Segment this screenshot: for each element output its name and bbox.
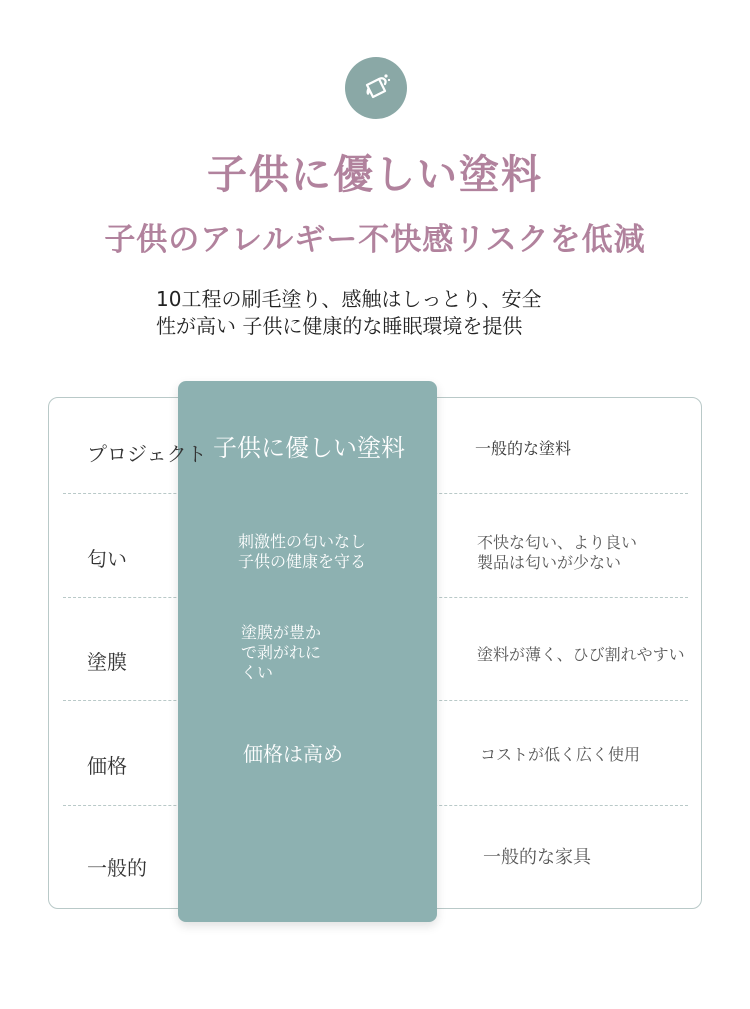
- row-label-project: プロジェクト: [87, 442, 207, 466]
- child-paint-price: 価格は高め: [243, 742, 343, 766]
- row-label-smell: 匂い: [87, 547, 127, 571]
- description-line-1: 10工程の刷毛塗り、感触はしっとり、安全: [156, 287, 542, 311]
- general-paint-general: 一般的な家具: [483, 847, 591, 868]
- description-line-2: 性が高い 子供に健康的な睡眠環境を提供: [156, 314, 523, 338]
- child-paint-coating-line: で剥がれに: [241, 643, 322, 662]
- description: [156, 286, 616, 340]
- general-paint-smell-line: 不快な匂い、より良い: [477, 533, 638, 552]
- column-header-general-paint: 一般的な塗料: [475, 439, 572, 458]
- paint-bucket-icon: [358, 70, 394, 106]
- general-paint-coating: 塗料が薄く、ひび割れやすい: [477, 645, 685, 664]
- general-paint-smell: [477, 533, 637, 573]
- row-label-general: 一般的: [87, 856, 147, 880]
- child-paint-coating-line: 塗膜が豊か: [241, 623, 322, 642]
- child-paint-coating: [241, 623, 321, 683]
- page-title: 子供に優しい塗料: [207, 152, 543, 198]
- child-paint-smell-line: 刺激性の匂いなし: [238, 532, 367, 551]
- child-paint-coating-line: くい: [241, 663, 274, 682]
- child-paint-smell-line: 子供の健康を守る: [238, 552, 367, 571]
- general-paint-price: コストが低く広く使用: [480, 745, 641, 764]
- child-paint-smell: [238, 532, 366, 572]
- column-header-child-paint: 子供に優しい塗料: [213, 434, 405, 462]
- header-icon-badge: [345, 57, 407, 119]
- page-subtitle: 子供のアレルギー不快感リスクを低減: [104, 222, 646, 258]
- row-label-price: 価格: [87, 754, 127, 778]
- general-paint-smell-line: 製品は匂いが少ない: [477, 553, 622, 572]
- row-label-coating: 塗膜: [87, 650, 127, 674]
